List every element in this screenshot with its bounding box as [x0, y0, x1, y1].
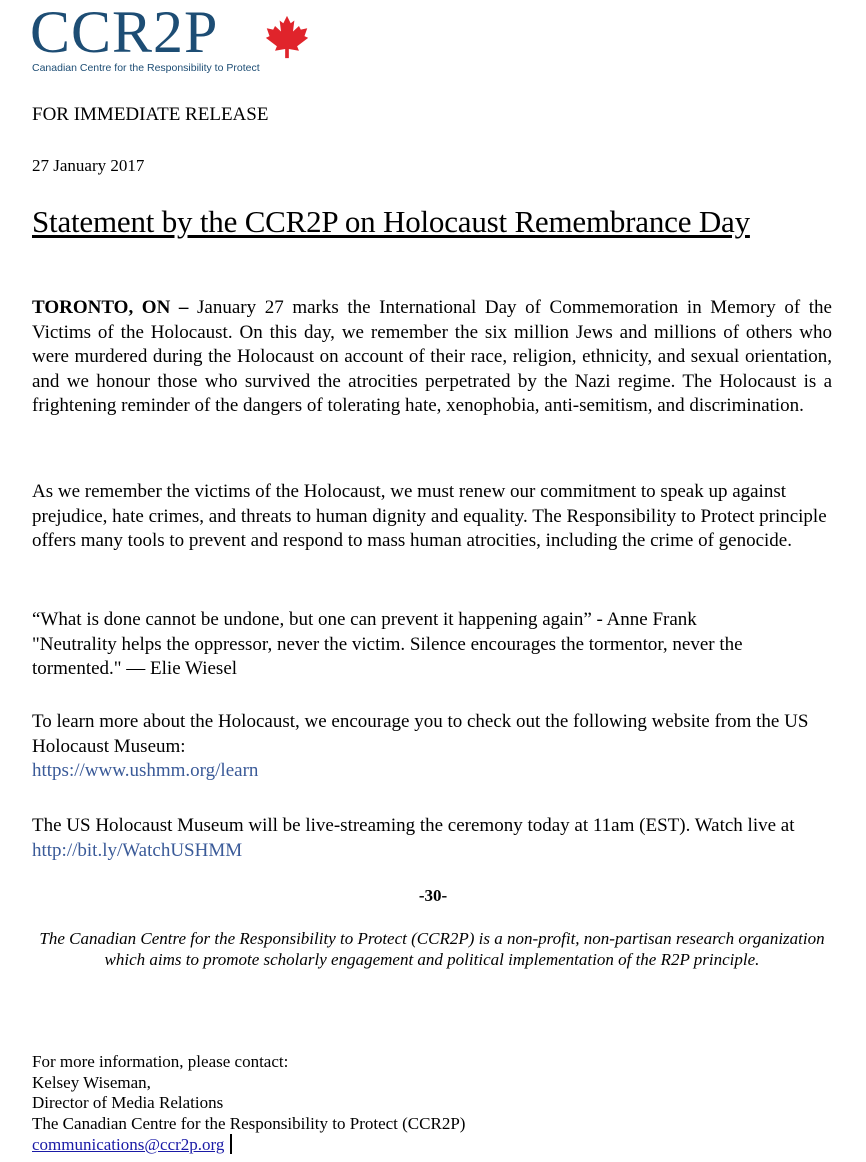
contact-email-line [32, 1134, 465, 1156]
quote-anne-frank: “What is done cannot be undone, but one can prevent it happening again” - Anne Frank [32, 609, 697, 630]
dateline: TORONTO, ON – [32, 297, 189, 318]
contact-name: Kelsey Wiseman, [32, 1072, 151, 1092]
paragraph-commitment: As we remember the victims of the Holocaust, we must renew our commitment to speak up against prejudice, hate crimes, and threats to human dignity and equality. The Responsibility to Protect principle offers many tools to prevent and respond to mass human atrocities, including the crime of genocide. [32, 481, 827, 552]
about-organization: The Canadian Centre for the Responsibility to Protect (CCR2P) is a non-profit, non-partisan research organization which aims to promote scholarly engagement and political implementation of the R2P principle. [39, 929, 825, 969]
maple-leaf-icon [264, 14, 310, 60]
contact-organization: The Canadian Centre for the Responsibility to Protect (CCR2P) [32, 1113, 466, 1133]
paragraph-intro [32, 296, 832, 419]
livestream-text: The US Holocaust Museum will be live-streaming the ceremony today at 11am (EST). Watch live at [32, 815, 795, 836]
page-title: Statement by the CCR2P on Holocaust Remembrance Day [32, 204, 750, 239]
release-label: FOR IMMEDIATE RELEASE [32, 104, 269, 125]
paragraph-livestream [32, 814, 832, 863]
logo-subtitle: Canadian Centre for the Responsibility to Protect [32, 62, 260, 74]
logo [30, 0, 290, 74]
paragraph-intro-text: January 27 marks the International Day of Commemoration in Memory of the Victims of the Holocaust. On this day, we remember the six million Jews and millions of others who were murdered during the Holocaust on account of their race, religion, ethnicity, and sexual orientation, and we honour those who survived the atrocities perpetrated by the Nazi regime. The Holocaust is a frightening reminder of the dangers of tolerating hate, xenophobia, anti-semitism, and discrimination. [32, 297, 832, 417]
text-cursor [230, 1134, 232, 1154]
paragraph-learn-more [32, 710, 832, 784]
learn-more-text: To learn more about the Holocaust, we encourage you to check out the following website from the US Holocaust Museum: [32, 711, 809, 757]
contact-email-link[interactable]: communications@ccr2p.org [32, 1135, 225, 1154]
contact-role: Director of Media Relations [32, 1093, 224, 1112]
contact-block [32, 1052, 465, 1156]
quote-elie-wiesel: "Neutrality helps the oppressor, never the victim. Silence encourages the tormentor, never the tormented." — Elie Wiesel [32, 633, 743, 680]
watch-ushmm-link[interactable]: http://bit.ly/WatchUSHMM [32, 839, 243, 861]
logo-wordmark: CCR2P [30, 0, 219, 65]
ushmm-learn-link[interactable]: https://www.ushmm.org/learn [32, 760, 259, 782]
release-date: 27 January 2017 [32, 156, 145, 175]
end-marker: -30- [418, 886, 448, 905]
quotes [32, 608, 832, 682]
contact-intro: For more information, please contact: [32, 1052, 289, 1071]
